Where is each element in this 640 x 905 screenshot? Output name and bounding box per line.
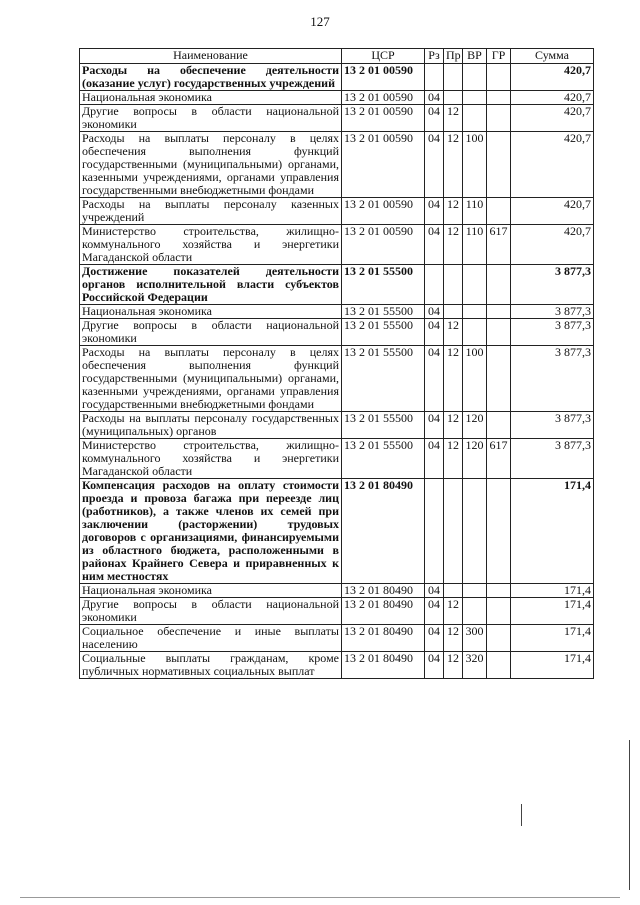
table-row (80, 132, 594, 198)
row-name: Социальное обеспечение и иные выплаты населению (80, 625, 342, 652)
row-gr (487, 265, 511, 305)
table-row (80, 64, 594, 91)
row-gr (487, 652, 511, 679)
row-name: Социальные выплаты гражданам, кроме публичных нормативных социальных выплат (80, 652, 342, 679)
row-sum: 171,4 (511, 479, 594, 584)
row-csr: 13 2 01 00590 (342, 225, 425, 265)
row-name: Другие вопросы в области национальной экономики (80, 319, 342, 346)
row-rz: 04 (425, 439, 444, 479)
row-vr (463, 305, 487, 319)
row-name: Министерство строительства, жилищно-коммунального хозяйства и энергетики Магаданской области (80, 225, 342, 265)
row-rz: 04 (425, 305, 444, 319)
row-gr (487, 584, 511, 598)
row-vr: 100 (463, 132, 487, 198)
row-name: Расходы на выплаты персоналу в целях обеспечения выполнения функций государственными (муниципальными) органами, казенными учреждениями, органами управления государственными внебюджетными фондами (80, 132, 342, 198)
header-pr: Пр (444, 49, 463, 64)
header-name: Наименование (80, 49, 342, 64)
row-vr: 100 (463, 346, 487, 412)
row-sum: 420,7 (511, 105, 594, 132)
row-pr (444, 305, 463, 319)
row-name: Национальная экономика (80, 305, 342, 319)
row-pr: 12 (444, 439, 463, 479)
row-vr (463, 64, 487, 91)
row-gr (487, 479, 511, 584)
row-gr: 617 (487, 225, 511, 265)
row-gr (487, 198, 511, 225)
row-vr (463, 584, 487, 598)
row-rz: 04 (425, 198, 444, 225)
row-vr: 120 (463, 412, 487, 439)
row-sum: 171,4 (511, 584, 594, 598)
row-gr (487, 625, 511, 652)
row-name: Национальная экономика (80, 584, 342, 598)
row-vr: 320 (463, 652, 487, 679)
table-body (80, 64, 594, 679)
scan-line-right (629, 740, 630, 890)
row-csr: 13 2 01 80490 (342, 479, 425, 584)
row-vr (463, 265, 487, 305)
row-vr: 110 (463, 225, 487, 265)
table-row (80, 91, 594, 105)
row-sum: 3 877,3 (511, 346, 594, 412)
row-pr (444, 91, 463, 105)
row-name: Достижение показателей деятельности органов исполнительной власти субъектов Российской Федерации (80, 265, 342, 305)
row-pr: 12 (444, 652, 463, 679)
row-rz (425, 64, 444, 91)
page-number: 127 (310, 14, 330, 29)
row-csr: 13 2 01 55500 (342, 305, 425, 319)
row-vr: 110 (463, 198, 487, 225)
row-vr (463, 479, 487, 584)
row-vr: 300 (463, 625, 487, 652)
row-csr: 13 2 01 00590 (342, 198, 425, 225)
table-row (80, 439, 594, 479)
table-row (80, 105, 594, 132)
row-csr: 13 2 01 55500 (342, 439, 425, 479)
row-csr: 13 2 01 80490 (342, 625, 425, 652)
table-row (80, 412, 594, 439)
row-csr: 13 2 01 55500 (342, 412, 425, 439)
row-name: Расходы на выплаты персоналу государственных (муниципальных) органов (80, 412, 342, 439)
row-sum: 3 877,3 (511, 265, 594, 305)
row-rz: 04 (425, 625, 444, 652)
row-csr: 13 2 01 00590 (342, 91, 425, 105)
row-sum: 171,4 (511, 652, 594, 679)
row-name: Другие вопросы в области национальной экономики (80, 598, 342, 625)
row-sum: 420,7 (511, 132, 594, 198)
table-row (80, 319, 594, 346)
row-rz: 04 (425, 319, 444, 346)
row-sum: 3 877,3 (511, 305, 594, 319)
row-vr (463, 319, 487, 346)
row-pr: 12 (444, 132, 463, 198)
row-csr: 13 2 01 00590 (342, 105, 425, 132)
header-vr: ВР (463, 49, 487, 64)
row-gr (487, 305, 511, 319)
row-name: Расходы на выплаты персоналу казенных учреждений (80, 198, 342, 225)
row-name: Министерство строительства, жилищно-коммунального хозяйства и энергетики Магаданской области (80, 439, 342, 479)
row-name: Расходы на обеспечение деятельности (оказание услуг) государственных учреждений (80, 64, 342, 91)
row-vr: 120 (463, 439, 487, 479)
scan-line-center (521, 804, 522, 826)
row-rz: 04 (425, 105, 444, 132)
row-name: Национальная экономика (80, 91, 342, 105)
row-rz (425, 479, 444, 584)
table-row (80, 598, 594, 625)
row-csr: 13 2 01 55500 (342, 319, 425, 346)
row-gr (487, 319, 511, 346)
table-header-row (80, 49, 594, 64)
row-gr (487, 412, 511, 439)
row-csr: 13 2 01 80490 (342, 652, 425, 679)
table-row (80, 305, 594, 319)
row-pr (444, 64, 463, 91)
header-rz: Рз (425, 49, 444, 64)
header-csr: ЦСР (342, 49, 425, 64)
row-csr: 13 2 01 00590 (342, 64, 425, 91)
row-pr: 12 (444, 225, 463, 265)
row-csr: 13 2 01 55500 (342, 346, 425, 412)
row-vr (463, 598, 487, 625)
table-row (80, 625, 594, 652)
row-name: Компенсация расходов на оплату стоимости проезда и провоза багажа при переезде лиц (работников), а также членов их семей при заключении (расторжении) трудовых договоров с организациями, финансируемыми из областного бюджета, расположенными в районах Крайнего Севера и приравненных к ним местностях (80, 479, 342, 584)
row-name: Расходы на выплаты персоналу в целях обеспечения выполнения функций государственными (муниципальными) органами, казенными учреждениями, органами управления государственными внебюджетными фондами (80, 346, 342, 412)
row-gr (487, 91, 511, 105)
table-row (80, 198, 594, 225)
row-sum: 3 877,3 (511, 439, 594, 479)
scan-line-bottom (20, 897, 620, 898)
row-sum: 3 877,3 (511, 319, 594, 346)
row-rz: 04 (425, 91, 444, 105)
row-sum: 420,7 (511, 64, 594, 91)
row-pr: 12 (444, 105, 463, 132)
row-gr (487, 598, 511, 625)
table-row (80, 346, 594, 412)
row-rz (425, 265, 444, 305)
row-vr (463, 91, 487, 105)
row-csr: 13 2 01 00590 (342, 132, 425, 198)
row-gr (487, 346, 511, 412)
row-pr: 12 (444, 412, 463, 439)
row-sum: 171,4 (511, 625, 594, 652)
row-sum: 420,7 (511, 225, 594, 265)
row-csr: 13 2 01 55500 (342, 265, 425, 305)
row-vr (463, 105, 487, 132)
row-rz: 04 (425, 584, 444, 598)
row-rz: 04 (425, 412, 444, 439)
row-sum: 3 877,3 (511, 412, 594, 439)
budget-table (79, 48, 594, 679)
row-gr: 617 (487, 439, 511, 479)
row-rz: 04 (425, 346, 444, 412)
table-row (80, 652, 594, 679)
row-sum: 171,4 (511, 598, 594, 625)
header-gr: ГР (487, 49, 511, 64)
row-gr (487, 64, 511, 91)
row-rz: 04 (425, 652, 444, 679)
row-name: Другие вопросы в области национальной экономики (80, 105, 342, 132)
row-gr (487, 132, 511, 198)
table-row (80, 265, 594, 305)
row-csr: 13 2 01 80490 (342, 584, 425, 598)
row-pr: 12 (444, 598, 463, 625)
row-gr (487, 105, 511, 132)
row-pr: 12 (444, 346, 463, 412)
row-sum: 420,7 (511, 198, 594, 225)
table-row (80, 225, 594, 265)
row-csr: 13 2 01 80490 (342, 598, 425, 625)
header-sum: Сумма (511, 49, 594, 64)
row-rz: 04 (425, 132, 444, 198)
row-pr (444, 584, 463, 598)
row-pr (444, 265, 463, 305)
row-pr: 12 (444, 319, 463, 346)
row-rz: 04 (425, 598, 444, 625)
row-pr (444, 479, 463, 584)
table-row (80, 479, 594, 584)
row-sum: 420,7 (511, 91, 594, 105)
row-rz: 04 (425, 225, 444, 265)
table-row (80, 584, 594, 598)
row-pr: 12 (444, 198, 463, 225)
row-pr: 12 (444, 625, 463, 652)
